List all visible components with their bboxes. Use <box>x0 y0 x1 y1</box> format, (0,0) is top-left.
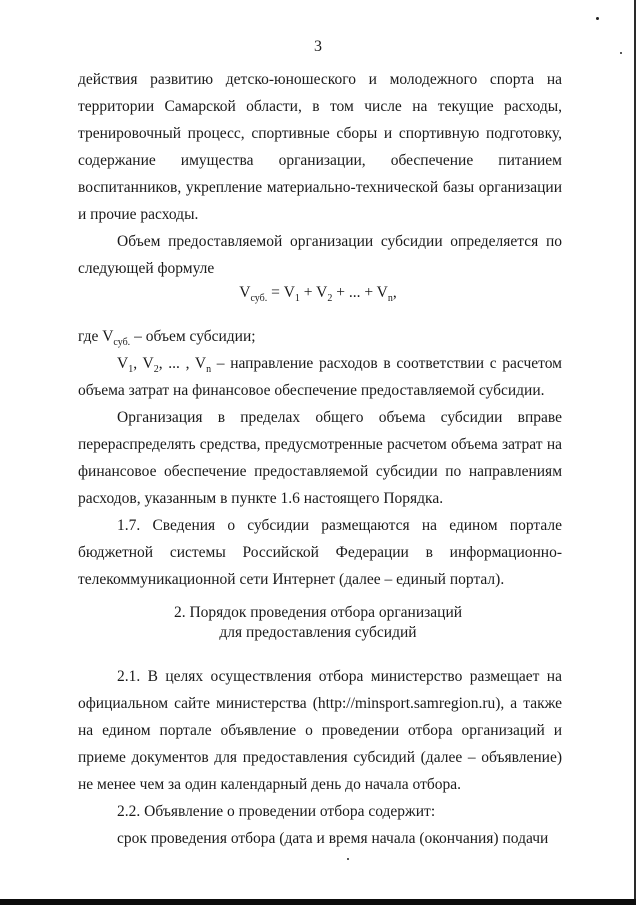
paragraph-subsidy-volume: Объем предоставляемой организации субсидии определяется по следующей формуле <box>78 233 562 277</box>
formula-sub-1: 1 <box>294 293 300 305</box>
vlist-v2: , V <box>133 355 154 372</box>
body-block-bottom <box>78 663 562 852</box>
where-sub: суб. <box>113 337 131 349</box>
vlist-rest: – направление расходов в соответствии с расчетом объема затрат на финансовое обеспечение предоставляемой субсидии. <box>78 355 562 399</box>
scan-edge-bottom <box>0 899 636 905</box>
where-line <box>78 323 562 350</box>
formula-sub-suffix: суб. <box>250 293 268 305</box>
formula-v: V <box>239 284 251 301</box>
formula-plus2: + ... + V <box>332 284 388 301</box>
page-number: 3 <box>314 38 322 55</box>
where-prefix: где V <box>78 328 114 345</box>
scan-speck <box>596 17 599 20</box>
section-heading-line1: 2. Порядок проведения отбора организаций <box>173 604 463 621</box>
formula-eq: = V <box>267 284 295 301</box>
section-heading-line2: для предоставления субсидий <box>219 624 417 641</box>
formula-plus1: + V <box>299 284 328 301</box>
formula-sub-n: n <box>387 293 393 305</box>
scan-speck <box>347 858 349 860</box>
vlist-sub-1: 1 <box>128 364 134 376</box>
vlist-sub-n: n <box>206 364 212 376</box>
vlist-sub-2: 2 <box>153 364 159 376</box>
paragraph-2-2: 2.2. Объявление о проведении отбора содержит: <box>117 803 436 820</box>
paragraph-continuation: действия развитию детско-юношеского и молодежного спорта на территории Самарской области, в том числе на текущие расходы, тренировочный процесс, спортивные сборы и спортивную подготовку, содержание имущества организации, обеспечение питанием воспитанников, укрепление материально-технической базы организации и прочие расходы. <box>78 71 562 223</box>
paragraph-redistribution: Организация в пределах общего объема субсидии вправе перераспределять средства, предусмотренные расчетом объема затрат на финансовое обеспечение предоставляемой субсидии по направлениям расходов, указанным в пункте 1.6 настоящего Порядка. <box>78 409 562 507</box>
formula-end: , <box>392 284 397 301</box>
paragraph-deadline: срок проведения отбора (дата и время начала (окончания) подачи <box>117 830 549 847</box>
body-block-top <box>78 66 562 282</box>
paragraph-2-1: 2.1. В целях осуществления отбора министерство размещает на официальном сайте министерства (http://minsport.samregion.ru), а также на едином портале объявление о проведении отбора организаций и приеме документов для предоставления субсидий (далее – объявление) не менее чем за один календарный день до начала отбора. <box>78 668 562 793</box>
vlist-v3: , ... , V <box>158 355 207 372</box>
vlist-v1: V <box>117 355 129 372</box>
subsidy-formula <box>0 279 636 306</box>
paragraph-1-7: 1.7. Сведения о субсидии размещаются на едином портале бюджетной системы Российской Федерации в информационно-телекоммуникационной сети Интернет (далее – единый портал). <box>78 517 562 588</box>
section-heading <box>0 603 636 643</box>
vlist-line <box>78 350 562 404</box>
scan-speck <box>620 52 622 54</box>
formula-sub-2: 2 <box>327 293 333 305</box>
body-block-definitions <box>78 323 562 593</box>
where-rest: – объем субсидии; <box>130 328 256 345</box>
